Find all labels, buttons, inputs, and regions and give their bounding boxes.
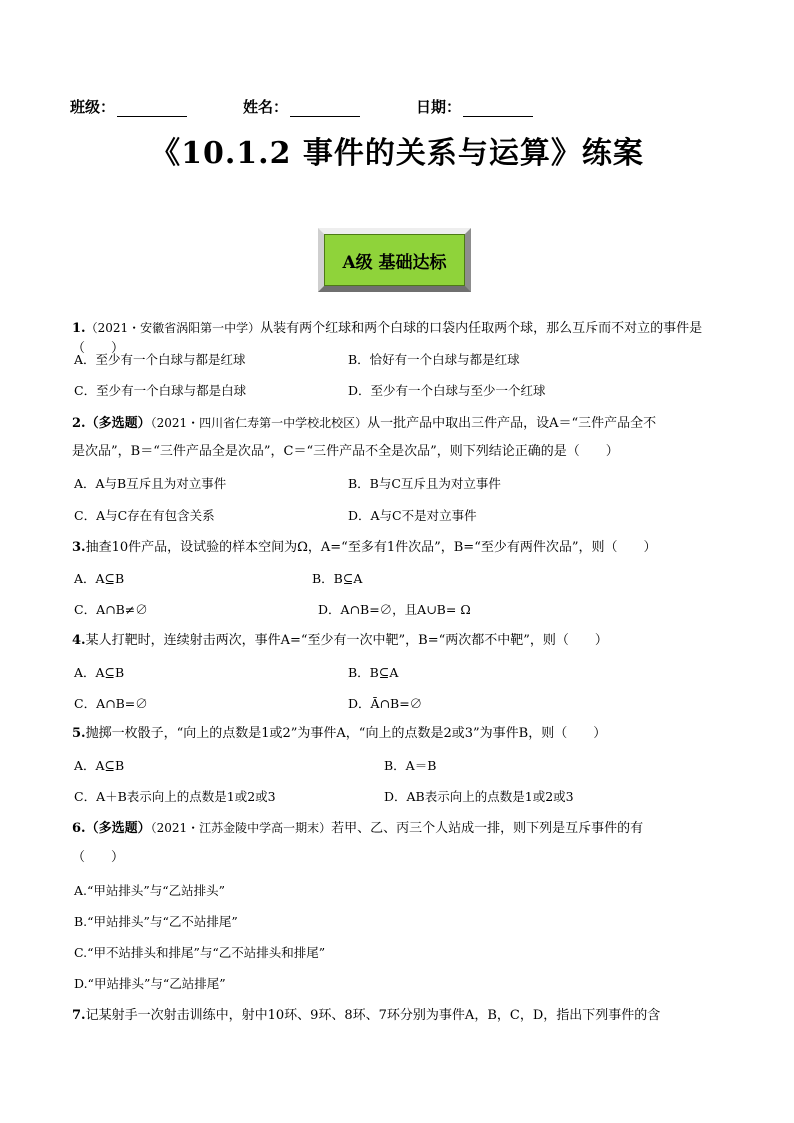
q6-option-c[interactable]: C.“甲不站排头和排尾”与“乙不站排头和排尾” bbox=[74, 945, 326, 960]
q4-option-d[interactable]: D．Ā∩B=∅ bbox=[348, 696, 423, 711]
question-number: 5. bbox=[72, 726, 86, 741]
q3-option-d[interactable]: D．A∩B=∅，且A∪B= Ω bbox=[318, 602, 471, 617]
question-number: 7. bbox=[72, 1008, 86, 1023]
class-label: 班级： bbox=[70, 98, 116, 116]
question-number: 1. bbox=[72, 321, 86, 336]
q6-option-b[interactable]: B.“甲站排头”与“乙不站排尾” bbox=[74, 914, 238, 929]
q5-option-d[interactable]: D．AB表示向上的点数是1或2或3 bbox=[384, 789, 574, 804]
level-badge-label: A级 基础达标 bbox=[324, 234, 465, 286]
q2-option-c[interactable]: C．A与C存在有包含关系 bbox=[74, 508, 215, 523]
q1-option-b[interactable]: B．恰好有一个白球与都是红球 bbox=[348, 352, 520, 367]
q1-option-c[interactable]: C．至少有一个白球与都是白球 bbox=[74, 383, 247, 398]
q2-option-a[interactable]: A．A与B互斥且为对立事件 bbox=[74, 476, 227, 491]
question-text: 某人打靶时，连续射击两次，事件A=“至少有一次中靶”，B=“两次都不中靶”，则（ ） bbox=[85, 633, 608, 648]
question-text: 抽查10件产品，设试验的样本空间为Ω，A=“至多有1件次品”，B=“至少有两件次品”，则（ ） bbox=[85, 540, 657, 555]
q6-option-d[interactable]: D.“甲站排头”与“乙站排尾” bbox=[74, 976, 226, 991]
date-blank[interactable] bbox=[463, 100, 533, 117]
date-label: 日期： bbox=[416, 98, 462, 116]
class-field bbox=[70, 96, 187, 117]
question-number: 4. bbox=[72, 633, 86, 648]
q2-option-b[interactable]: B．B与C互斥且为对立事件 bbox=[348, 476, 501, 491]
question-2 bbox=[72, 413, 722, 434]
q5-option-c[interactable]: C．A＋B表示向上的点数是1或2或3 bbox=[74, 789, 276, 804]
name-field bbox=[243, 96, 360, 117]
question-tag: （多选题） bbox=[85, 416, 151, 431]
question-text: 记某射手一次射击训练中，射中10环、9环、8环、7环分别为事件A，B，C，D，指出下列事件的含 bbox=[85, 1008, 661, 1023]
question-6 bbox=[72, 818, 722, 839]
question-source: （2021・四川省仁寿第一中学校北校区） bbox=[150, 416, 368, 430]
q5-option-b[interactable]: B．A＝B bbox=[384, 758, 437, 773]
name-blank[interactable] bbox=[290, 100, 360, 117]
question-number: 6. bbox=[72, 821, 86, 836]
q4-option-b[interactable]: B．B⊆A bbox=[348, 665, 399, 680]
q3-option-b[interactable]: B．B⊆A bbox=[312, 571, 363, 586]
question-4 bbox=[72, 631, 722, 651]
question-text: 若甲、乙、丙三个人站成一排，则下列是互斥事件的有 bbox=[331, 821, 644, 836]
date-field bbox=[416, 96, 533, 117]
question-tag: （多选题） bbox=[85, 821, 151, 836]
name-label: 姓名： bbox=[243, 98, 289, 116]
question-6-continued: （ ） bbox=[72, 850, 125, 865]
question-text: 从一批产品中取出三件产品，设A＝“三件产品全不 bbox=[367, 416, 657, 431]
q3-option-a[interactable]: A．A⊆B bbox=[74, 571, 125, 586]
question-7 bbox=[72, 1006, 722, 1026]
question-source: （2021・安徽省涡阳第一中学） bbox=[85, 321, 261, 335]
page-title: 《10.1.2 事件的关系与运算》练案 bbox=[150, 136, 644, 171]
q1-option-a[interactable]: A．至少有一个白球与都是红球 bbox=[74, 352, 246, 367]
q5-option-a[interactable]: A．A⊆B bbox=[74, 758, 125, 773]
question-text: 抛掷一枚骰子，“向上的点数是1或2”为事件A，“向上的点数是2或3”为事件B，则（ ） bbox=[85, 726, 607, 741]
level-badge bbox=[318, 228, 471, 292]
q4-option-c[interactable]: C．A∩B=∅ bbox=[74, 696, 148, 711]
q6-option-a[interactable]: A.“甲站排头”与“乙站排头” bbox=[74, 883, 226, 898]
question-3 bbox=[72, 538, 722, 558]
question-number: 2. bbox=[72, 416, 86, 431]
question-text: 从装有两个红球和两个白球的口袋内任取两个球，那么互斥而不对立的事件是（ ） bbox=[72, 321, 703, 356]
question-number: 3. bbox=[72, 540, 86, 555]
q1-option-d[interactable]: D．至少有一个白球与至少一个红球 bbox=[348, 383, 546, 398]
header-info bbox=[70, 96, 550, 117]
question-source: （2021・江苏金陵中学高一期末） bbox=[150, 821, 332, 835]
question-5 bbox=[72, 724, 722, 744]
q3-option-c[interactable]: C．A∩B≠∅ bbox=[74, 602, 148, 617]
question-2-continued: 是次品”，B＝“三件产品全是次品”，C＝“三件产品不全是次品”，则下列结论正确的是（ ） bbox=[72, 444, 619, 459]
q2-option-d[interactable]: D．A与C不是对立事件 bbox=[348, 508, 477, 523]
q4-option-a[interactable]: A．A⊆B bbox=[74, 665, 125, 680]
class-blank[interactable] bbox=[117, 100, 187, 117]
